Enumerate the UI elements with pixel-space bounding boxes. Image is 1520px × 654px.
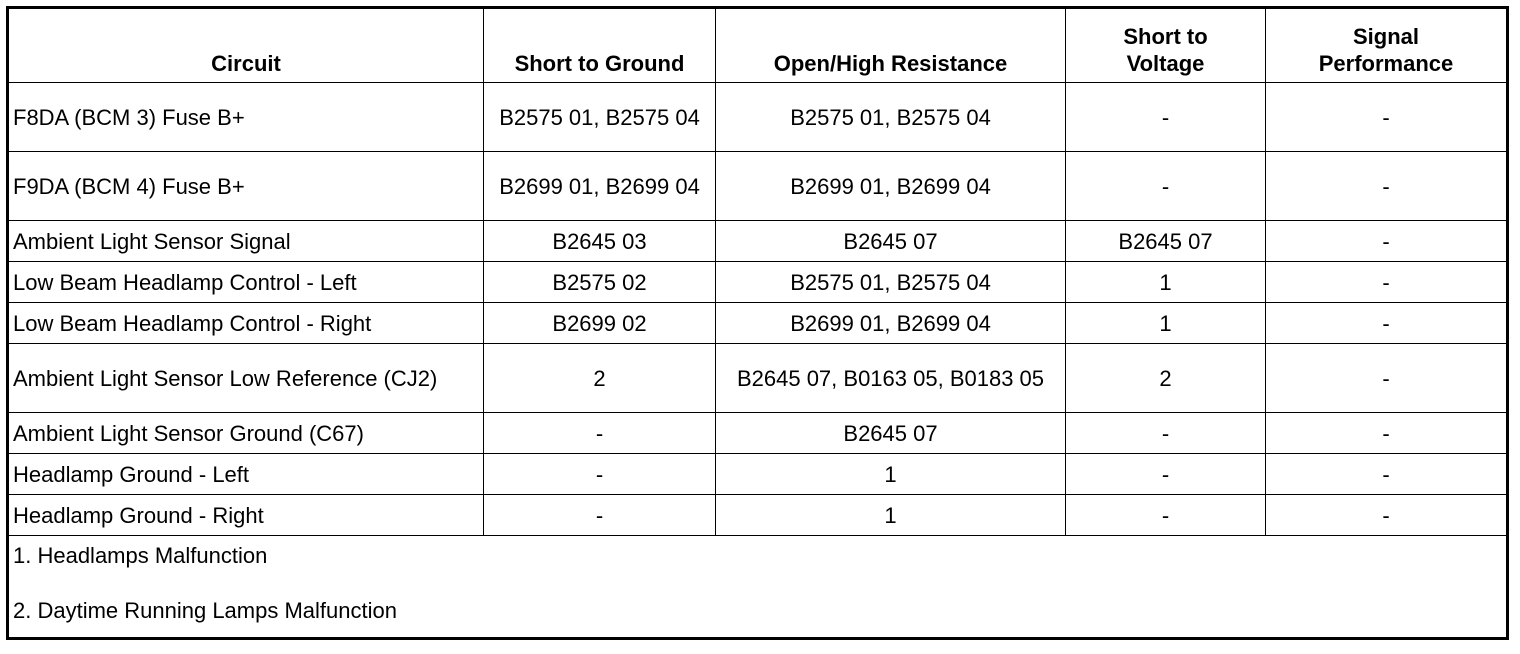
cell-open-high-resistance: B2645 07: [716, 221, 1066, 262]
cell-open-high-resistance: B2575 01, B2575 04: [716, 83, 1066, 152]
cell-open-high-resistance: B2699 01, B2699 04: [716, 152, 1066, 221]
cell-short-to-ground: B2699 02: [484, 303, 716, 344]
table-row: [8, 454, 1508, 495]
cell-short-to-voltage: -: [1066, 413, 1266, 454]
header-short-to-ground: Short to Ground: [484, 8, 716, 83]
header-open-high-resistance: Open/High Resistance: [716, 8, 1066, 83]
cell-open-high-resistance: B2575 01, B2575 04: [716, 262, 1066, 303]
cell-short-to-voltage: 2: [1066, 344, 1266, 413]
cell-short-to-voltage: B2645 07: [1066, 221, 1266, 262]
header-row: [8, 8, 1508, 83]
cell-circuit: Headlamp Ground - Left: [8, 454, 484, 495]
cell-signal-performance: -: [1266, 303, 1508, 344]
cell-signal-performance: -: [1266, 152, 1508, 221]
cell-short-to-voltage: -: [1066, 83, 1266, 152]
footnote-1: 1. Headlamps Malfunction: [13, 543, 268, 568]
cell-short-to-voltage: 1: [1066, 303, 1266, 344]
cell-signal-performance: -: [1266, 262, 1508, 303]
cell-short-to-ground: B2699 01, B2699 04: [484, 152, 716, 221]
cell-open-high-resistance: B2645 07: [716, 413, 1066, 454]
cell-signal-performance: -: [1266, 413, 1508, 454]
cell-open-high-resistance: 1: [716, 495, 1066, 536]
cell-signal-performance: -: [1266, 344, 1508, 413]
cell-short-to-voltage: -: [1066, 454, 1266, 495]
cell-short-to-ground: B2575 01, B2575 04: [484, 83, 716, 152]
cell-short-to-ground: -: [484, 413, 716, 454]
header-short-to-voltage: Short to Voltage: [1066, 8, 1266, 83]
footnote-2: 2. Daytime Running Lamps Malfunction: [13, 598, 397, 623]
cell-short-to-ground: 2: [484, 344, 716, 413]
table-row: [8, 152, 1508, 221]
table-row: [8, 495, 1508, 536]
cell-open-high-resistance: 1: [716, 454, 1066, 495]
table-row: [8, 303, 1508, 344]
cell-circuit: Ambient Light Sensor Low Reference (CJ2): [8, 344, 484, 413]
cell-circuit: Ambient Light Sensor Ground (C67): [8, 413, 484, 454]
table-row: [8, 344, 1508, 413]
cell-short-to-ground: B2645 03: [484, 221, 716, 262]
cell-circuit: Low Beam Headlamp Control - Right: [8, 303, 484, 344]
cell-short-to-voltage: -: [1066, 495, 1266, 536]
cell-open-high-resistance: B2699 01, B2699 04: [716, 303, 1066, 344]
table-row: [8, 262, 1508, 303]
cell-signal-performance: -: [1266, 221, 1508, 262]
document-page: [6, 6, 1506, 640]
cell-short-to-ground: -: [484, 495, 716, 536]
cell-signal-performance: -: [1266, 454, 1508, 495]
cell-circuit: Ambient Light Sensor Signal: [8, 221, 484, 262]
cell-short-to-ground: -: [484, 454, 716, 495]
cell-circuit: Headlamp Ground - Right: [8, 495, 484, 536]
notes-cell: [8, 536, 1508, 639]
cell-short-to-ground: B2575 02: [484, 262, 716, 303]
cell-circuit: F8DA (BCM 3) Fuse B+: [8, 83, 484, 152]
cell-short-to-voltage: 1: [1066, 262, 1266, 303]
header-circuit: Circuit: [8, 8, 484, 83]
table-row: [8, 221, 1508, 262]
cell-circuit: Low Beam Headlamp Control - Left: [8, 262, 484, 303]
notes-row: [8, 536, 1508, 639]
cell-signal-performance: -: [1266, 495, 1508, 536]
cell-circuit: F9DA (BCM 4) Fuse B+: [8, 152, 484, 221]
table-row: [8, 83, 1508, 152]
cell-short-to-voltage: -: [1066, 152, 1266, 221]
cell-signal-performance: -: [1266, 83, 1508, 152]
circuit-dtc-table: [6, 6, 1509, 640]
header-signal-performance: Signal Performance: [1266, 8, 1508, 83]
cell-open-high-resistance: B2645 07, B0163 05, B0183 05: [716, 344, 1066, 413]
table-row: [8, 413, 1508, 454]
